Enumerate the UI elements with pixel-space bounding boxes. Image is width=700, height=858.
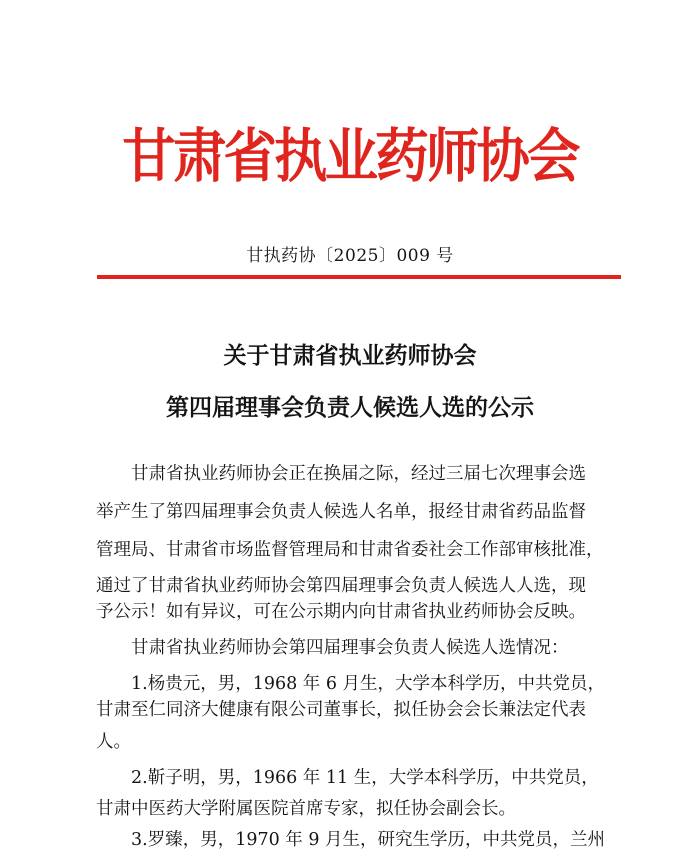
body-line: 人。: [96, 732, 131, 752]
document-number: 甘执药协〔2025〕009 号: [246, 246, 454, 266]
document-title-line-1: 关于甘肃省执业药师协会: [223, 342, 477, 369]
body-line: 举产生了第四届理事会负责人候选人名单，报经甘肃省药品监督: [96, 502, 586, 522]
body-line: 甘肃省执业药师协会第四届理事会负责人候选人选情况：: [96, 638, 569, 658]
document-title-line-2: 第四届理事会负责人候选人选的公示: [166, 394, 534, 421]
body-line: 通过了甘肃省执业药师协会第四届理事会负责人候选人人选，现: [96, 576, 586, 596]
body-line: 3.罗臻，男，1970 年 9 月生，研究生学历，中共党员，兰州: [96, 830, 606, 850]
red-divider-line: [97, 275, 621, 279]
body-line: 2.靳子明，男，1966 年 11 生，大学本科学历，中共党员，: [96, 768, 599, 788]
body-line: 管理局、甘肃省市场监督管理局和甘肃省委社会工作部审核批准，: [96, 540, 604, 560]
org-name-header: 甘肃省执业药师协会: [122, 122, 578, 190]
body-line: 予公示！如有异议，可在公示期内向甘肃省执业药师协会反映。: [96, 602, 586, 622]
body-line: 甘肃中医药大学附属医院首席专家，拟任协会副会长。: [96, 799, 516, 819]
body-line: 甘肃省执业药师协会正在换届之际，经过三届七次理事会选: [96, 464, 586, 484]
body-line: 甘肃至仁同济大健康有限公司董事长，拟任协会会长兼法定代表: [96, 700, 586, 720]
body-line: 1.杨贵元，男，1968 年 6 月生，大学本科学历，中共党员，: [96, 674, 606, 694]
